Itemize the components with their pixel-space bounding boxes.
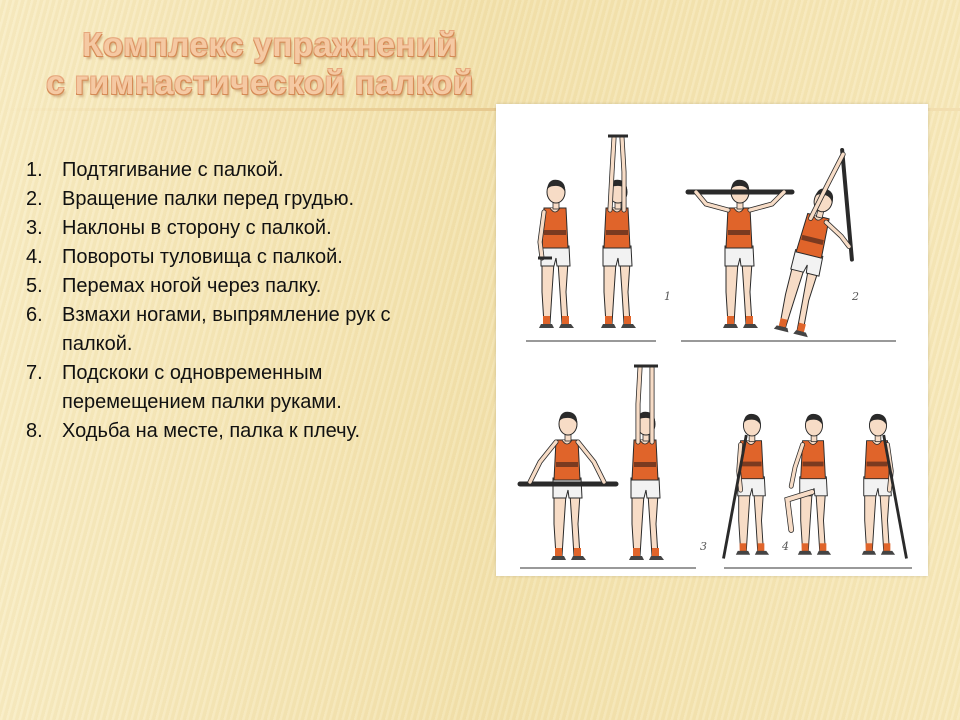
list-item-text: Вращение палки перед грудью. xyxy=(62,188,355,210)
list-item-text: Ходьба на месте, палка к плечу. xyxy=(62,420,361,442)
slide-title xyxy=(0,26,520,102)
figure-number-4: 4 xyxy=(782,540,789,553)
list-item-text: Подтягивание с палкой. xyxy=(62,159,284,181)
list-item-text: Подскоки с одновременным перемещением палки руками. xyxy=(62,362,342,413)
list-item-number: 6. xyxy=(26,304,43,326)
list-item xyxy=(18,243,458,272)
list-item-number: 8. xyxy=(26,420,43,442)
figure-number-2: 2 xyxy=(852,290,859,303)
figure-arms-up-3 xyxy=(629,366,664,560)
list-item xyxy=(18,156,458,185)
figure-standing-4c xyxy=(862,414,907,559)
figure-number-1: 1 xyxy=(664,290,671,303)
list-item-number: 2. xyxy=(26,188,43,210)
list-item-text: Перемах ногой через палку. xyxy=(62,275,322,297)
list-item-text: Повороты туловища с палкой. xyxy=(62,246,343,268)
list-item-number: 1. xyxy=(26,159,43,181)
figure-arms-up-1 xyxy=(601,136,636,328)
title-line-2: с гимнастической палкой xyxy=(46,64,474,101)
list-item-number: 4. xyxy=(26,246,43,268)
illustration-svg xyxy=(496,104,928,576)
list-item xyxy=(18,301,458,359)
figure-number-3: 3 xyxy=(700,540,707,553)
figure-standing-4a xyxy=(724,414,770,559)
exercise-list xyxy=(18,156,458,446)
figure-standing-1 xyxy=(538,180,574,328)
exercise-illustration xyxy=(496,104,928,576)
list-item-number: 3. xyxy=(26,217,43,239)
list-item xyxy=(18,185,458,214)
list-item xyxy=(18,417,458,446)
list-item xyxy=(18,272,458,301)
figure-stick-low xyxy=(520,412,616,560)
list-item xyxy=(18,214,458,243)
figure-side-bend xyxy=(774,144,877,343)
list-item-text: Наклоны в сторону с палкой. xyxy=(62,217,332,239)
title-line-1: Комплекс упражнений xyxy=(82,26,458,63)
list-item-number: 5. xyxy=(26,275,43,297)
title-divider-left xyxy=(0,108,492,111)
list-item xyxy=(18,359,458,417)
figure-knee-raise xyxy=(787,414,831,555)
list-item-number: 7. xyxy=(26,362,43,384)
list-item-text: Взмахи ногами, выпрямление рук с палкой. xyxy=(62,304,391,355)
figure-stick-behind-neck xyxy=(688,180,792,328)
